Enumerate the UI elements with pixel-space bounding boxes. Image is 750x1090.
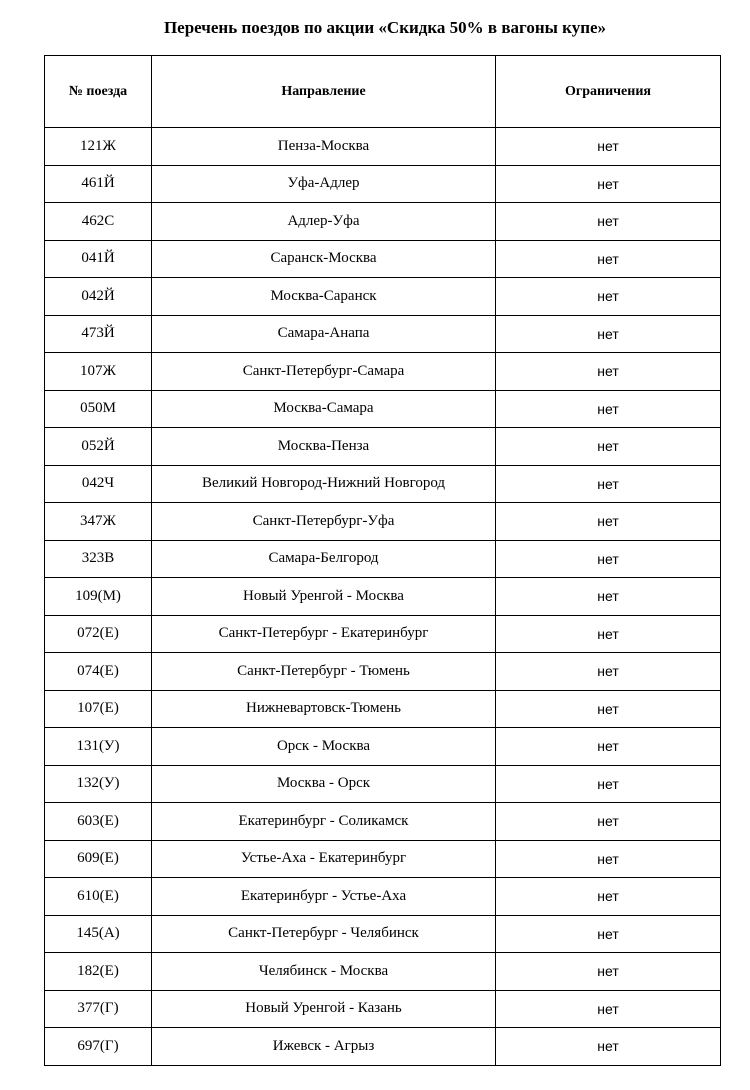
restriction-cell: нет bbox=[496, 915, 721, 953]
table-row bbox=[45, 765, 721, 803]
train-number-cell: 131(У) bbox=[45, 728, 152, 766]
restriction-cell: нет bbox=[496, 765, 721, 803]
table-body bbox=[45, 128, 721, 1066]
train-number-cell: 109(М) bbox=[45, 578, 152, 616]
table-row bbox=[45, 915, 721, 953]
table-row bbox=[45, 540, 721, 578]
direction-cell: Самара-Белгород bbox=[152, 540, 496, 578]
column-header-restrictions: Ограничения bbox=[496, 56, 721, 128]
direction-cell: Санкт-Петербург - Екатеринбург bbox=[152, 615, 496, 653]
train-number-cell: 609(Е) bbox=[45, 840, 152, 878]
restriction-cell: нет bbox=[496, 278, 721, 316]
train-number-cell: 050М bbox=[45, 390, 152, 428]
direction-cell: Ижевск - Агрыз bbox=[152, 1028, 496, 1066]
train-number-cell: 042Й bbox=[45, 278, 152, 316]
restriction-cell: нет bbox=[496, 690, 721, 728]
table-header-row bbox=[45, 56, 721, 128]
table-row bbox=[45, 278, 721, 316]
page-title: Перечень поездов по акции «Скидка 50% в вагоны купе» bbox=[163, 18, 607, 37]
direction-cell: Уфа-Адлер bbox=[152, 165, 496, 203]
direction-cell: Санкт-Петербург - Челябинск bbox=[152, 915, 496, 953]
table-row bbox=[45, 240, 721, 278]
train-number-cell: 323В bbox=[45, 540, 152, 578]
table-row bbox=[45, 353, 721, 391]
table-row bbox=[45, 840, 721, 878]
restriction-cell: нет bbox=[496, 315, 721, 353]
direction-cell: Самара-Анапа bbox=[152, 315, 496, 353]
train-number-cell: 072(Е) bbox=[45, 615, 152, 653]
table-row bbox=[45, 803, 721, 841]
column-header-train-number: № поезда bbox=[45, 56, 152, 128]
table-row bbox=[45, 690, 721, 728]
train-number-cell: 603(Е) bbox=[45, 803, 152, 841]
train-number-cell: 145(А) bbox=[45, 915, 152, 953]
restriction-cell: нет bbox=[496, 728, 721, 766]
table-row bbox=[45, 390, 721, 428]
restriction-cell: нет bbox=[496, 840, 721, 878]
train-number-cell: 697(Г) bbox=[45, 1028, 152, 1066]
table-row bbox=[45, 578, 721, 616]
direction-cell: Екатеринбург - Устье-Аха bbox=[152, 878, 496, 916]
restriction-cell: нет bbox=[496, 803, 721, 841]
train-number-cell: 074(Е) bbox=[45, 653, 152, 691]
direction-cell: Новый Уренгой - Москва bbox=[152, 578, 496, 616]
restriction-cell: нет bbox=[496, 353, 721, 391]
restriction-cell: нет bbox=[496, 428, 721, 466]
train-number-cell: 121Ж bbox=[45, 128, 152, 166]
train-number-cell: 347Ж bbox=[45, 503, 152, 541]
table-row bbox=[45, 465, 721, 503]
restriction-cell: нет bbox=[496, 128, 721, 166]
restriction-cell: нет bbox=[496, 390, 721, 428]
direction-cell: Екатеринбург - Соликамск bbox=[152, 803, 496, 841]
train-number-cell: 610(Е) bbox=[45, 878, 152, 916]
restriction-cell: нет bbox=[496, 240, 721, 278]
direction-cell: Санкт-Петербург-Самара bbox=[152, 353, 496, 391]
direction-cell: Новый Уренгой - Казань bbox=[152, 990, 496, 1028]
direction-cell: Саранск-Москва bbox=[152, 240, 496, 278]
restriction-cell: нет bbox=[496, 990, 721, 1028]
direction-cell: Санкт-Петербург-Уфа bbox=[152, 503, 496, 541]
table-row bbox=[45, 203, 721, 241]
direction-cell: Великий Новгород-Нижний Новгород bbox=[152, 465, 496, 503]
restriction-cell: нет bbox=[496, 653, 721, 691]
direction-cell: Нижневартовск-Тюмень bbox=[152, 690, 496, 728]
table-row bbox=[45, 1028, 721, 1066]
direction-cell: Москва-Саранск bbox=[152, 278, 496, 316]
table-row bbox=[45, 878, 721, 916]
restriction-cell: нет bbox=[496, 465, 721, 503]
direction-cell: Пенза-Москва bbox=[152, 128, 496, 166]
restriction-cell: нет bbox=[496, 1028, 721, 1066]
table-row bbox=[45, 315, 721, 353]
direction-cell: Москва - Орск bbox=[152, 765, 496, 803]
restriction-cell: нет bbox=[496, 503, 721, 541]
train-number-cell: 182(Е) bbox=[45, 953, 152, 991]
restriction-cell: нет bbox=[496, 540, 721, 578]
train-number-cell: 377(Г) bbox=[45, 990, 152, 1028]
restriction-cell: нет bbox=[496, 878, 721, 916]
table-row bbox=[45, 165, 721, 203]
direction-cell: Челябинск - Москва bbox=[152, 953, 496, 991]
direction-cell: Устье-Аха - Екатеринбург bbox=[152, 840, 496, 878]
train-number-cell: 132(У) bbox=[45, 765, 152, 803]
table-row bbox=[45, 428, 721, 466]
table-row bbox=[45, 728, 721, 766]
direction-cell: Москва-Пенза bbox=[152, 428, 496, 466]
direction-cell: Санкт-Петербург - Тюмень bbox=[152, 653, 496, 691]
train-number-cell: 042Ч bbox=[45, 465, 152, 503]
restriction-cell: нет bbox=[496, 578, 721, 616]
restriction-cell: нет bbox=[496, 953, 721, 991]
train-number-cell: 041Й bbox=[45, 240, 152, 278]
table-row bbox=[45, 990, 721, 1028]
table-row bbox=[45, 653, 721, 691]
table-row bbox=[45, 953, 721, 991]
trains-table bbox=[44, 55, 721, 1066]
table-row bbox=[45, 128, 721, 166]
table-row bbox=[45, 503, 721, 541]
table-row bbox=[45, 615, 721, 653]
direction-cell: Орск - Москва bbox=[152, 728, 496, 766]
train-number-cell: 473Й bbox=[45, 315, 152, 353]
direction-cell: Адлер-Уфа bbox=[152, 203, 496, 241]
train-number-cell: 052Й bbox=[45, 428, 152, 466]
restriction-cell: нет bbox=[496, 165, 721, 203]
train-number-cell: 107(Е) bbox=[45, 690, 152, 728]
direction-cell: Москва-Самара bbox=[152, 390, 496, 428]
restriction-cell: нет bbox=[496, 615, 721, 653]
column-header-direction: Направление bbox=[152, 56, 496, 128]
train-number-cell: 107Ж bbox=[45, 353, 152, 391]
train-number-cell: 462С bbox=[45, 203, 152, 241]
train-number-cell: 461Й bbox=[45, 165, 152, 203]
restriction-cell: нет bbox=[496, 203, 721, 241]
